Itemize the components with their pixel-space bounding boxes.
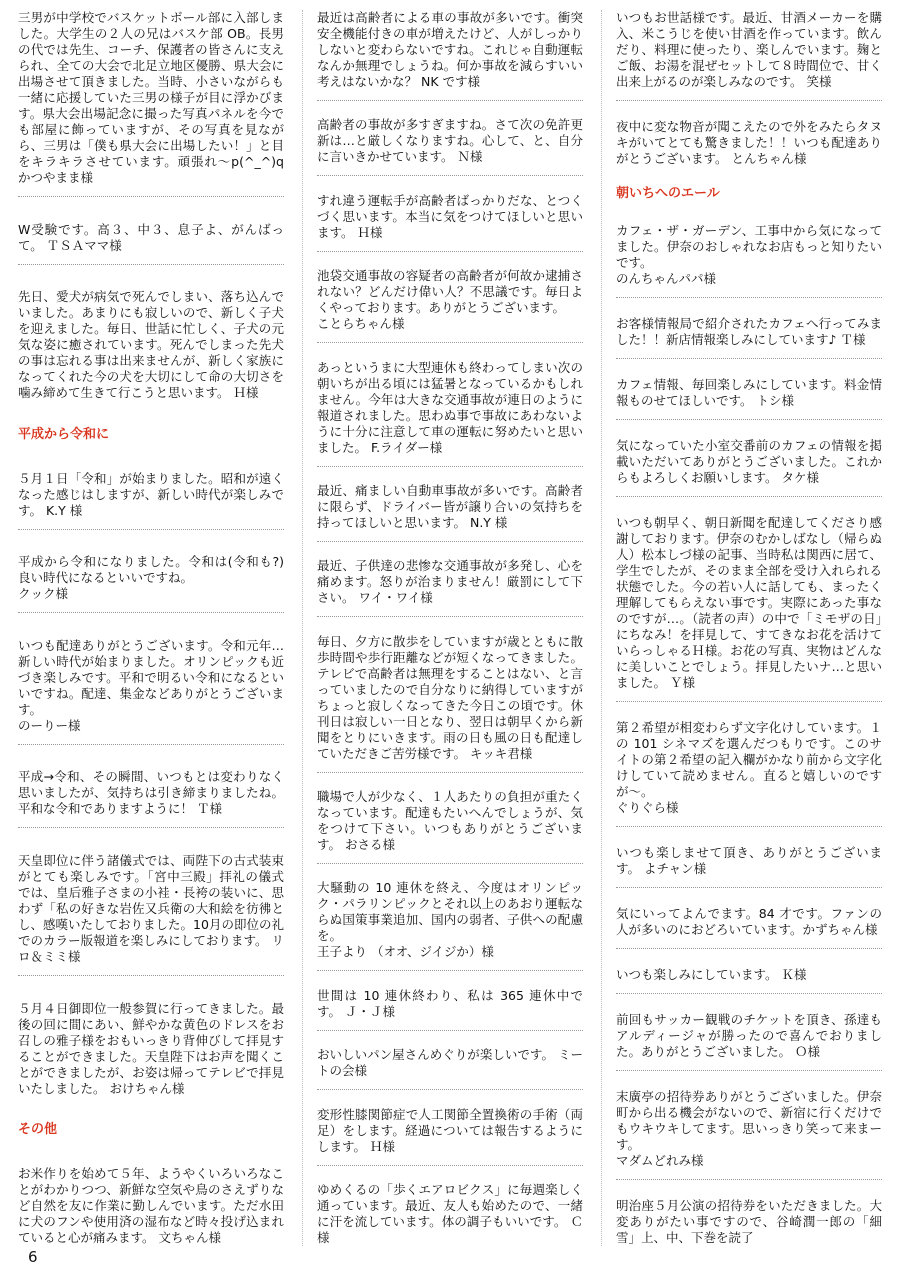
- section-heading-block: [18, 426, 284, 446]
- reader-letter: 先日、愛犬が病気で死んでしまい、落ち込んでいました。あまりにも寂しいので、新しく子犬を迎えました。毎日、世話に忙しく、子犬の元気な姿に癒されています。死んでしまった先犬の事は忘れる事は出来ませんが、新しく家族になってくれた今の犬を大切にして命の大切さを噛み締めて生きて行こうと思います。 Ｈ様: [18, 289, 284, 401]
- reader-letter: お米作りを始めて５年、ようやくいろいろなことがわかりつつ、新鮮な空気や鳥のさえずりなど自然を友に作業に勤しんでいます。ただ水田に犬のフンや使用済の湿布など時々投げ込まれていると心が痛みます。 文ちゃん様: [18, 1165, 284, 1245]
- reader-letter-block: [317, 117, 583, 176]
- reader-letter-block: [18, 853, 284, 976]
- reader-letter-block: [18, 10, 284, 197]
- reader-letter: 最近は高齢者による車の事故が多いです。衝突安全機能付きの車が増えたけど、人がしっかりしないと変わらないですね。これじゃ自動運転なんか無理でしょうね。何か事故を減らすいい考えはないかな？ NK です様: [317, 10, 583, 101]
- reader-letter-block: [317, 1182, 583, 1246]
- column-left: [16, 10, 286, 1246]
- reader-letter: カフェ・ザ・ガーデン、工事中から気になってました。伊奈のおしゃれなお店もっと知りたいです。 のんちゃんパパ様: [616, 223, 882, 298]
- reader-letter: 世間は 10 連休終わり、私は 365 連休中です。 Ｊ・Ｊ様: [317, 988, 583, 1031]
- reader-letter-block: [317, 1047, 583, 1090]
- reader-letter: いつも楽しませて頂き、ありがとうございます。 よチャン様: [616, 845, 882, 888]
- reader-letter-block: [616, 967, 882, 994]
- column-middle: [302, 10, 585, 1246]
- reader-letter: 第２希望が相変わらず文字化けしています。１の 101 シネマズを選んだつもりです。このサイトの第２希望の記入欄がかなり前から文字化けしていて読めません。直ると嬉しいのですが〜。 ぐりぐら様: [616, 720, 882, 827]
- reader-letter-block: [317, 483, 583, 542]
- reader-letter: 夜中に変な物音が聞こえたので外をみたらタヌキがいてとても驚きました！！いつも配達ありがとうございます。 とんちゃん様: [616, 119, 882, 166]
- reader-letter: 末廣亭の招待券ありがとうございました。伊奈町から出る機会がないので、新宿に行くだけでもウキウキしてます。思いっきり笑って来まーす。 マダムどれみ様: [616, 1089, 882, 1180]
- reader-letter-block: [616, 515, 882, 702]
- reader-letter-block: [616, 438, 882, 497]
- reader-letter-block: [616, 1012, 882, 1071]
- reader-letter: いつも楽しみにしています。 Ｋ様: [616, 967, 882, 994]
- reader-letter-block: [616, 1198, 882, 1246]
- reader-letter-block: [616, 223, 882, 298]
- reader-letter: 最近、子供達の悲惨な交通事故が多発し、心を痛めます。怒りが治まりません！厳罰にして下さい。 ワイ・ワイ様: [317, 558, 583, 617]
- reader-letter-block: [18, 222, 284, 265]
- reader-letter-block: [616, 316, 882, 359]
- reader-letter-block: [616, 720, 882, 827]
- reader-letter-block: [317, 360, 583, 467]
- page-number: 6: [28, 1248, 38, 1266]
- reader-letter: 平成から令和になりました。令和は(令和も?)良い時代になるといいですね。 クック様: [18, 554, 284, 613]
- reader-letter: 池袋交通事故の容疑者の高齢者が何故か逮捕されない？どんだけ偉い人？不思議です。毎日よくやっております。ありがとうございます。 ことらちゃん様: [317, 268, 583, 343]
- reader-letter-block: [317, 10, 583, 101]
- reader-letter: 毎日、夕方に散歩をしていますが歳とともに散歩時間や歩行距離などが短くなってきました。テレビで高齢者は無理をすることはない、と言っていましたので自分なりに納得していますがちょっと寂しくなってきた今日この頃です。休刊日は寂しい一日となり、翌日は朝早くから新聞をとりにいきます。雨の日も風の日も配達していただきご苦労様です。 キッキ君様: [317, 634, 583, 773]
- reader-letter-block: [317, 789, 583, 864]
- reader-letter-block: [18, 1166, 284, 1246]
- reader-letter: すれ違う運転手が高齢者ばっかりだな、とつくづく思います。本当に気をつけてほしいと思います。 Ｈ様: [317, 193, 583, 252]
- reader-letter-block: [317, 988, 583, 1031]
- section-heading-block: [18, 1121, 284, 1141]
- reader-letter: いつも配達ありがとうございます。令和元年…新しい時代が始まりました。オリンピックも近づき楽しみです。平和で明るい令和になるといいですね。配達、集金などありがとうございます。 のーりー様: [18, 638, 284, 745]
- reader-letter-block: [616, 845, 882, 888]
- reader-letter: あっというまに大型連休も終わってしまい次の朝いちが出る頃には猛暑となっているかもしれません。今年は大きな交通事故が連日のように報道されました。思わぬ事で事故にあわないように十分に注意して車の運転に努めたいと思いました。 F.ライダー様: [317, 360, 583, 467]
- newsletter-page: [16, 10, 884, 1246]
- reader-letter: 職場で人が少なく、１人あたりの負担が重たくなっています。配達もたいへんでしょうが、気をつけて下さい。いつもありがとうございます。 おさる様: [317, 789, 583, 864]
- reader-letter-block: [616, 119, 882, 167]
- reader-letter: 前回もサッカー観戦のチケットを頂き、孫達もアルディージャが勝ったので喜んでおりました。ありがとうございました。 Ｏ様: [616, 1012, 882, 1071]
- reader-letter: 明治座５月公演の招待券をいただきました。大変ありがたい事ですので、谷崎潤一郎の「細雪」上、中、下巻を読了: [616, 1198, 882, 1245]
- reader-letter-block: [616, 377, 882, 420]
- reader-letter-block: [317, 1107, 583, 1166]
- reader-letter-block: [317, 268, 583, 343]
- column-right: [601, 10, 884, 1246]
- reader-letter: 最近、痛ましい自動車事故が多いです。高齢者に限らず、ドライバー皆が譲り合いの気持ちを持ってほしいと思います。 N.Y 様: [317, 483, 583, 542]
- section-heading: 朝いちへのエール: [616, 186, 720, 201]
- reader-letter: ５月４日御即位一般参賀に行ってきました。最後の回に間にあい、鮮やかな黄色のドレスをお召しの雅子様をおもいっきり背伸びして拝見することができました。天皇陛下はお声を聞くことができましたが、お姿は帰ってテレビで拝見いたしました。 おけちゃん様: [18, 1000, 284, 1096]
- reader-letter: 三男が中学校でバスケットボール部に入部しました。大学生の２人の兄はバスケ部 OB。長男の代では先生、コーチ、保護者の皆さんに支えられ、全ての大会で北足立地区優勝、県大会に出場させて頂きました。当時、小さいながらも一緒に応援していた三男の様子が目に浮かびます。県大会出場記念に撮った写真パネルを今でも部屋に飾っていますが、その写真を見ながら、三男は「僕も県大会に出場したい！」と目をキラキラさせています。頑張れ〜p(^_^)q かつやまま様: [18, 10, 284, 197]
- section-heading: 平成から令和に: [18, 426, 110, 442]
- reader-letter: 高齢者の事故が多すぎますね。さて次の免許更新は…と厳しくなりますね。心して、と、自分に言いきかせています。 Ｎ様: [317, 117, 583, 176]
- reader-letter: 気にいってよんでます。84 才です。ファンの人が多いのにおどろいています。かずちゃん様: [616, 906, 882, 949]
- reader-letter: W受験です。高３、中３、息子よ、がんばって。 ＴＳＡママ様: [18, 222, 284, 265]
- reader-letter: 平成→令和、その瞬間、いつもとは変わりなく思いましたが、気持ちは引き締まりましたね。平和な令和でありますように！ Ｔ様: [18, 769, 284, 828]
- reader-letter-block: [616, 906, 882, 949]
- reader-letter-block: [317, 880, 583, 971]
- reader-letter: おいしいパン屋さんめぐりが楽しいです。 ミートの会様: [317, 1047, 583, 1090]
- reader-letter-block: [18, 1001, 284, 1097]
- reader-letter-block: [317, 193, 583, 252]
- reader-letter: 天皇即位に伴う諸儀式では、両陛下の古式装束がとても楽しみです。「宮中三殿」拝礼の儀式では、皇后雅子さまの小袿・長袴の装いに、思わず「私の好きな岩佐又兵衛の大和絵を彷彿とし、感嘆いたしておりました。10月の即位の礼でのカラー版報道を楽しみにしております。 リロ＆ミミ様: [18, 853, 284, 976]
- reader-letter-block: [616, 1089, 882, 1180]
- reader-letter-block: [18, 471, 284, 530]
- reader-letter: カフェ情報、毎回楽しみにしています。料金情報ものせてほしいです。 トシ様: [616, 377, 882, 420]
- reader-letter-block: [616, 10, 882, 101]
- reader-letter: 大騒動の 10 連休を終え、今度はオリンピック・パラリンピックとそれ以上のあおり運転ならぬ国策事業追加、国内の弱者、子供への配慮を。 王子より （オオ、ジイジか）様: [317, 880, 583, 971]
- reader-letter-block: [317, 634, 583, 773]
- section-heading: その他: [18, 1122, 58, 1138]
- section-heading-block: [616, 185, 882, 205]
- reader-letter: いつも朝早く、朝日新聞を配達してくださり感謝しております。伊奈のむかしばなし（帰らぬ人）松本しづ様の記事、当時私は関西に居て、学生でしたが、そのまま全部を受け入れられる状態でした。今の若い人に話しても、まったく理解してもらえない事です。実際にあった事なのですが…。（読者の声）の中で「ミモザの日」にちなみ！を拝見して、すてきなお花を活けていらっしゃるＨ様。お花の写真、実物はどんなに美しいことでしょう。拝見したいナ…と思いました。 Ｙ様: [616, 515, 882, 702]
- reader-letter-block: [18, 638, 284, 745]
- reader-letter: いつもお世話様です。最近、甘酒メーカーを購入、米こうじを使い甘酒を作っています。飲んだり、料理に使ったり、楽しんでいます。麹とご飯、お湯を混ぜセットして８時間位で、甘く出来上がるのが楽しみなのです。 笑様: [616, 10, 882, 101]
- reader-letter-block: [18, 289, 284, 401]
- reader-letter-block: [18, 554, 284, 613]
- reader-letter-block: [317, 558, 583, 617]
- reader-letter: ５月１日「令和」が始まりました。昭和が遠くなった感じはしますが、新しい時代が楽しみです。 K.Y 様: [18, 471, 284, 530]
- reader-letter: 気になっていた小室交番前のカフェの情報を掲載いただいてありがとうございました。これからもよろしくお願いします。 タケ様: [616, 438, 882, 497]
- reader-letter: お客様情報局で紹介されたカフェへ行ってみました！！新店情報楽しみにしています♪ Ｔ様: [616, 316, 882, 359]
- reader-letter: ゆめくるの「歩くエアロビクス」に毎週楽しく通っています。最近、友人も始めたので、一緒に汗を流しています。体の調子もいいです。 Ｃ様: [317, 1181, 583, 1245]
- reader-letter-block: [18, 769, 284, 828]
- reader-letter: 変形性膝関節症で人工関節全置換術の手術（両足）をします。経過については報告するようにします。 Ｈ様: [317, 1107, 583, 1166]
